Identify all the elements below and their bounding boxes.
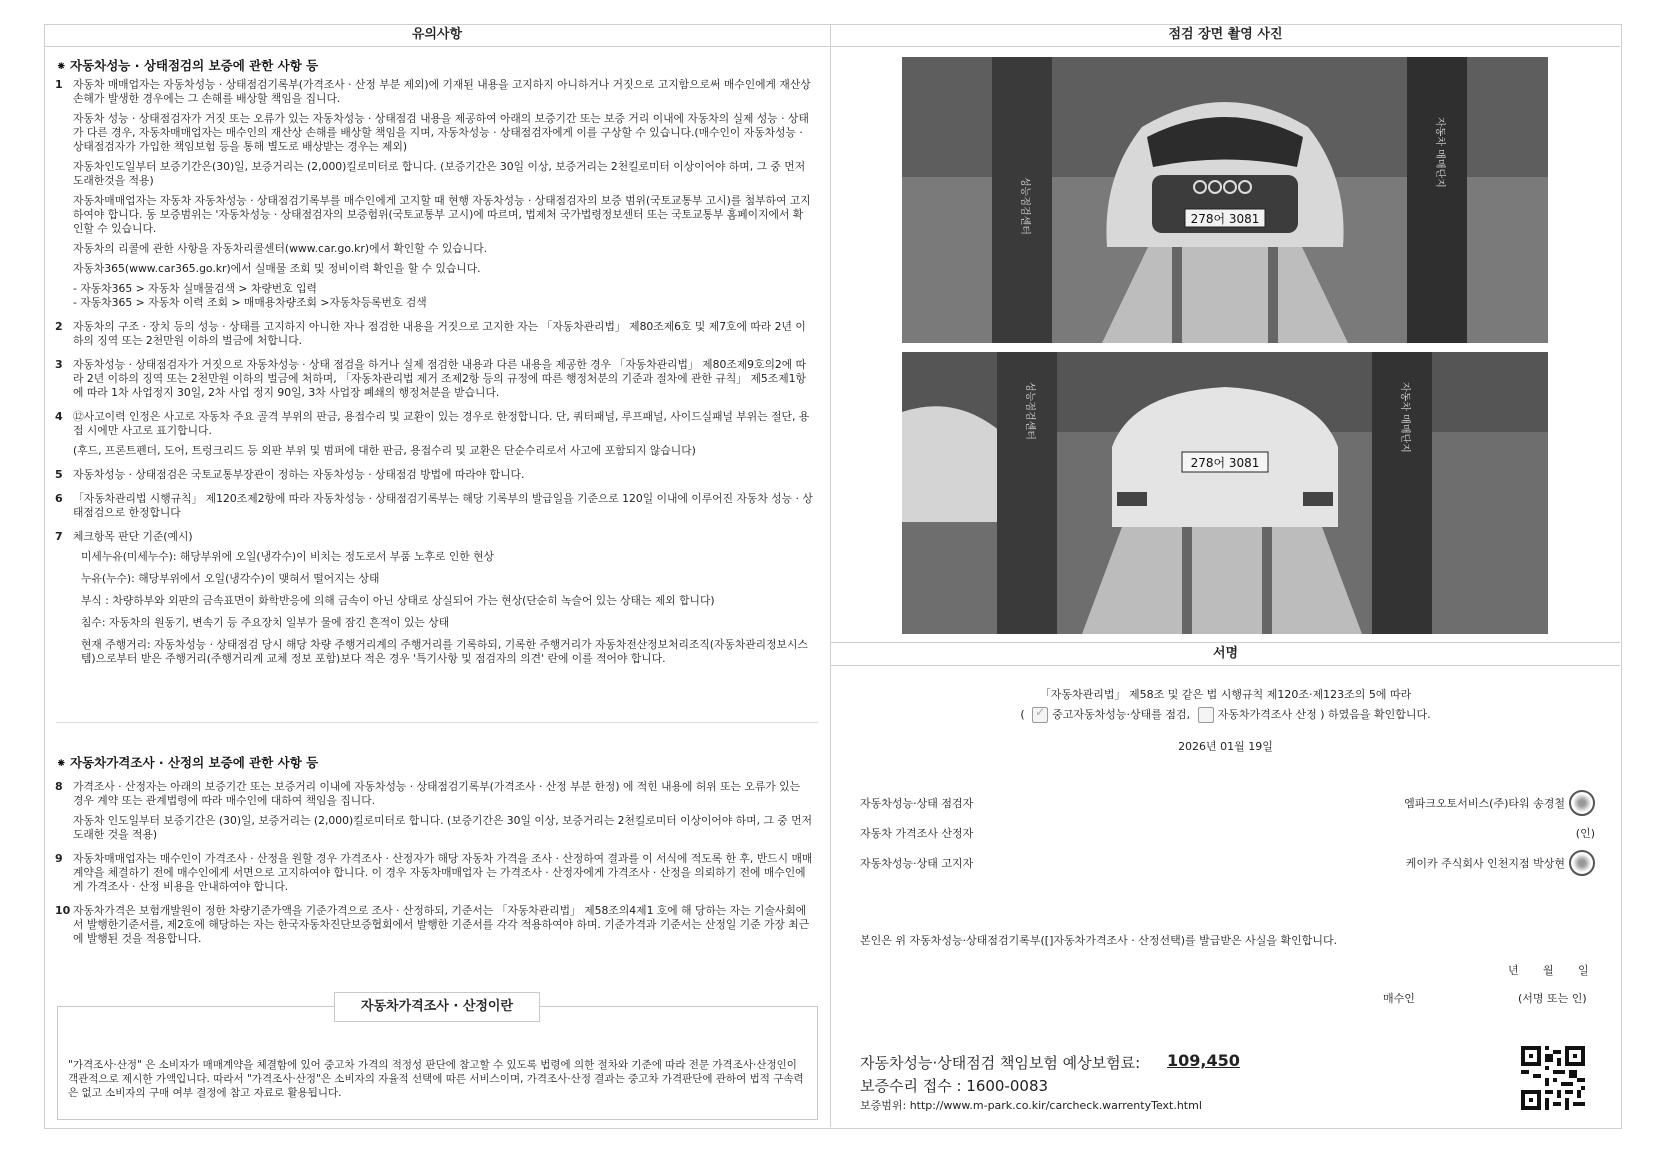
notice-header: 유의사항	[44, 24, 830, 47]
issue-date: 2026년 01월 19일	[1178, 740, 1273, 753]
item-paragraph: 자동차 성능 · 상태점검자가 거짓 또는 오류가 있는 자동차성능 · 상태점검 내용을 제공하여 아래의 보증기간 또는 보증 거리 이내에 자동차의 실제 성능 · 상태가 다른 경우, 자동차매매업자는 매수인의 재산상 손해를 배상할 책임을 지며, 자동차성능 · 상태점검자에게 이를 구상할 수 있습니다.(매수인이 자동차성능 · 상태점검자가 가입한 책임보험 등을 통해 별도로 배상받는 경우는 제외)	[73, 112, 809, 153]
rear-pillar-left-text: 성능점검센터	[1024, 382, 1035, 440]
front-pillar-right-text: 자동차 매매단지	[1434, 117, 1445, 188]
warranty-items-list	[55, 78, 813, 676]
item-paragraph: 자동차매매업자는 매수인이 가격조사 · 산정을 원할 경우 가격조사 · 산정자가 해당 자동차 가격을 조사 · 산정하여 결과를 이 서식에 적도록 한 후, 반드시 매매계약을 체결하기 전에 매수인에게 서면으로 고지하여야 합니다. 이 경우 자동차매매업자 는 가격조사 · 산정자에게 가격조사 · 산정을 의뢰하기 전에 매수인에게 가격조사 · 산정 비용을 안내하여야 합니다.	[73, 852, 813, 893]
item-number: 10	[55, 904, 71, 917]
warranty-hotline: 보증수리 접수 : 1600-0083	[860, 1077, 1049, 1095]
price-box-text: "가격조사·산정" 은 소비자가 매매계약을 체결함에 있어 중고차 가격의 적정성 판단에 참고할 수 있도록 법령에 의한 절차와 기준에 따라 전문 가격조사·산정인이 객관적으로 제시한 가액입니다. 따라서 "가격조사·산정"은 소비자의 자율적 선택에 따른 서비스이며, 가격조사·산정 결과는 중고차 가격판단에 관하여 법적 구속력은 없고 소비자의 구매 여부 결정에 참고 자료로 활용됩니다.	[68, 1059, 804, 1099]
buyer-label: 매수인	[1383, 992, 1415, 1005]
price-checkbox[interactable]	[1198, 707, 1214, 723]
front-pillar-left-text: 성능점검센터	[1019, 177, 1030, 235]
item-paragraph: - 자동차365 > 자동차 이력 조회 > 매매용차량조회 >자동차등록번호 검색	[73, 296, 427, 309]
confirm-line	[831, 706, 1620, 723]
numbered-item	[55, 904, 813, 946]
inspection-checkbox[interactable]	[1032, 707, 1048, 723]
asterisk-icon: ⁕	[56, 755, 67, 770]
numbered-item	[55, 492, 813, 520]
item-paragraph: 자동차성능 · 상태점검자가 거짓으로 자동차성능 · 상태 점검을 하거나 실제 점검한 내용과 다른 내용을 제공한 경우 「자동차관리법」 제80조제9호의2에 따라 2년 이하의 징역 또는 2천만원 이하의 벌금에 처하며, 「자동차관리법 제거 조제2항 등의 규정에 따른 행정처분의 기준과 절차에 관한 규칙」 제5조제1항에 따라 1차 사업정지 30일, 2차 사업 정지 90일, 3차 사업장 폐쇄의 행정처분을 받습니다.	[73, 358, 807, 399]
buyer-sign-field[interactable]: (서명 또는 인)	[1518, 992, 1587, 1005]
insurance-premium-amount: 109,450	[1167, 1051, 1240, 1070]
signature-name[interactable]: 케이카 주식회사 인천지점 박상현	[1405, 857, 1565, 870]
section1-title	[56, 56, 318, 74]
item-number: 6	[55, 492, 63, 505]
criteria-definition: 침수: 자동차의 원동기, 변속기 등 주요장치 일부가 물에 잠긴 흔적이 있는 상태	[81, 616, 450, 629]
item-number: 1	[55, 78, 63, 91]
warranty-scope-url[interactable]: 보증범위: http://www.m-park.co.kir/carcheck.warrentyText.html	[860, 1099, 1202, 1112]
item-paragraph: 「자동차관리법 시행규칙」 제120조제2항에 따라 자동차성능 · 상태점검기록부는 해당 기록부의 발급일을 기준으로 120일 이내에 이루어진 자동차 성능 · 상태점검으로 한정합니다	[73, 492, 813, 519]
signature-role: 자동차 가격조사 산정자	[860, 827, 974, 840]
law-reference-line: 「자동차관리법」 제58조 및 같은 법 시행규칙 제120조·제123조의 5에 따라	[1039, 688, 1412, 701]
item-paragraph: 체크항목 판단 기준(예시)	[73, 530, 193, 543]
rear-pillar-right-text: 자동차 매매단지	[1399, 382, 1410, 453]
item-number: 3	[55, 358, 63, 371]
signature-role: 자동차성능·상태 점검자	[860, 797, 974, 810]
item-number: 4	[55, 410, 63, 423]
item-paragraph: 자동차의 구조 · 장치 등의 성능 · 상태를 고지하지 아니한 자나 점검한 내용을 거짓으로 고지한 자는 「자동차관리법」 제80조제6호 및 제7호에 따라 2년 이하의 징역 또는 2천만원 이하의 벌금에 처합니다.	[73, 320, 806, 347]
qr-code-icon[interactable]	[1521, 1046, 1585, 1110]
criteria-definition: 부식 : 차량하부와 외판의 금속표면이 화학반응에 의해 금속이 아닌 상태로 상실되어 가는 현상(단순히 녹슬어 있는 상태는 제외 합니다)	[81, 594, 715, 607]
asterisk-icon: ⁕	[56, 58, 67, 73]
qr-code-drawing	[1521, 1046, 1585, 1110]
signature-rows	[860, 795, 1595, 885]
item-number: 5	[55, 468, 63, 481]
item-paragraph: - 자동차365 > 자동차 실매물검색 > 차량번호 입력	[73, 282, 317, 295]
section2-title	[56, 753, 318, 771]
signature-header: 서명	[831, 642, 1620, 666]
section2-title-text: 자동차가격조사 · 산정의 보증에 관한 사항 등	[70, 755, 319, 770]
item-number: 2	[55, 320, 63, 333]
seal-stamp-icon	[1569, 790, 1595, 816]
criteria-definition: 현재 주행거리: 자동차성능 · 상태점검 당시 해당 차량 주행거리계의 주행거리를 기록하되, 기록한 주행거리가 자동차전산정보처리조직(자동차관리정보시스템)으로부터 받은 주행거리(주행거리계 교체 정보 포함)보다 적은 경우 '특기사항 및 점검자의 의견' 란에 이를 적어야 합니다.	[81, 638, 808, 665]
item-paragraph: 자동차성능 · 상태점검은 국토교통부장관이 정하는 자동차성능 · 상태점검 방법에 따라야 합니다.	[73, 468, 525, 481]
item-paragraph: 자동차의 리콜에 관한 사항을 자동차리콜센터(www.car.go.kr)에서 확인할 수 있습니다.	[73, 242, 488, 255]
numbered-item	[55, 358, 813, 400]
numbered-item	[55, 410, 813, 458]
signature-role: 자동차성능·상태 고지자	[860, 857, 974, 870]
item-number: 7	[55, 530, 63, 543]
insurance-premium-label: 자동차성능·상태점검 책임보험 예상보험료:	[860, 1054, 1141, 1072]
numbered-item	[55, 468, 813, 482]
price-box-title: 자동차가격조사 · 산정이란	[334, 992, 540, 1022]
photo-header: 점검 장면 촬영 사진	[831, 24, 1620, 47]
item-paragraph: 가격조사 · 산정자는 아래의 보증기간 또는 보증거리 이내에 자동차성능 · 상태점검기록부(가격조사 · 산정 부분 한정) 에 적힌 내용에 허위 또는 오류가 있는 경우 계약 또는 관계법령에 따라 매수인에 대하여 책임을 집니다.	[73, 780, 801, 807]
front-plate-text: 278어 3081	[1190, 212, 1260, 226]
confirm-tail: ) 하였음을 확인합니다.	[1320, 708, 1431, 721]
rear-plate-text: 278어 3081	[1190, 456, 1260, 470]
item-paragraph: 자동차매매업자는 자동차 자동차성능 · 상태점검기록부를 매수인에게 고지할 때 현행 자동차성능 · 상태점검자의 보증 범위(국토교통부 고시)를 첨부하여 고지하여야 합니다. 동 보증범위는 '자동차성능 · 상태점검자의 보증험위(국토교통부 고시)에 따르며, 법제처 국가법령정보센터 또는 국토교통부 홈페이지에서 확인할 수 있습니다.	[73, 194, 811, 235]
numbered-item	[55, 530, 813, 666]
item-number: 9	[55, 852, 63, 865]
price-items-list	[55, 780, 813, 956]
signature-name[interactable]: 엠파크오토서비스(주)타워 송경철	[1404, 797, 1565, 810]
item-paragraph: 자동차인도일부터 보증기간은(30)일, 보증거리는 (2,000)킬로미터로 합니다. (보증기간은 30일 이상, 보증거리는 2천킬로미터 이상이어야 하며, 그 중 먼저 도래한것을 적용)	[73, 160, 806, 187]
section1-title-text: 자동차성능 · 상태점검의 보증에 관한 사항 등	[70, 58, 319, 73]
front-photo-drawing	[902, 57, 1548, 343]
item-paragraph: 자동차 인도일부터 보증기간은 (30)일, 보증거리는 (2,000)킬로미터로 합니다. (보증기간은 30일 이상, 보증거리는 2천킬로미터 이상이어야 하며, 그 중 먼저 도래한 것을 적용)	[73, 814, 813, 841]
seal-stamp-icon	[1569, 850, 1595, 876]
inspection-checkbox-label: 중고자동차성능·상태를 점검,	[1052, 708, 1191, 721]
receipt-confirm-line: 본인은 위 자동차성능·상태점검기록부([]자동차가격조사 · 산정선택)를 발급받은 사실을 확인합니다.	[860, 934, 1338, 947]
rear-photo-drawing	[902, 352, 1548, 634]
signature-row	[860, 825, 1595, 855]
numbered-item	[55, 852, 813, 894]
item-paragraph: 자동차 매매업자는 자동차성능 · 상태점검기록부(가격조사 · 산정 부분 제외)에 기재된 내용을 고지하지 아니하거나 거짓으로 고지함으로써 매수인에게 재산상 손해가 발생한 경우에는 그 손해를 배상할 책임을 집니다.	[73, 78, 811, 105]
item-paragraph: (후드, 프론트펜더, 도어, 트렁크리드 등 외판 부위 및 범퍼에 대한 판금, 용접수리 및 교환은 단순수리로서 사고에 포함되지 않습니다)	[73, 444, 696, 457]
numbered-item	[55, 78, 813, 310]
section-separator	[56, 722, 818, 723]
signature-name[interactable]: (인)	[1575, 827, 1595, 840]
rear-inspection-photo	[902, 352, 1548, 634]
numbered-item	[55, 320, 813, 348]
numbered-item	[55, 780, 813, 842]
price-checkbox-label: 자동차가격조사 산정	[1217, 708, 1317, 721]
item-paragraph: ⑫사고이력 인정은 사고로 자동차 주요 골격 부위의 판금, 용접수리 및 교환이 있는 경우로 한정합니다. 단, 쿼터패널, 루프패널, 사이드실패널 부위는 절단, 용접 시에만 사고로 표기합니다.	[73, 410, 810, 437]
signature-row	[860, 795, 1595, 825]
criteria-definition: 미세누유(미세누수): 해당부위에 오일(냉각수)이 비치는 정도로서 부품 노후로 인한 현상	[81, 550, 494, 563]
item-number: 8	[55, 780, 63, 793]
signature-row	[860, 855, 1595, 885]
date-blank-month: 월	[1543, 964, 1554, 977]
confirm-open-paren: (	[1020, 708, 1025, 721]
item-paragraph: 자동차가격은 보험개발원이 정한 차량기준가액을 기준가격으로 조사 · 산정하되, 기준서는 「자동차관리법」 제58조의4제1 호에 해 당하는 자는 기술사회에서 발행한기준서를, 제2호에 해당하는 자는 한국자동차진단보증협회에서 발행한 기준서를 각각 적용하여야 하며. 기준가격과 기준서는 산정일 기준 가장 최근에 발행된 것을 적용합니다.	[73, 904, 810, 945]
date-blank-year: 년	[1508, 964, 1519, 977]
item-paragraph: 자동차365(www.car365.go.kr)에서 실매물 조회 및 정비이력 확인을 할 수 있습니다.	[73, 262, 481, 275]
criteria-definition: 누유(누수): 해당부위에서 오일(냉각수)이 맺혀서 떨어지는 상태	[81, 572, 380, 585]
column-divider	[830, 24, 831, 1127]
front-inspection-photo	[902, 57, 1548, 343]
date-blank-day: 일	[1578, 964, 1589, 977]
